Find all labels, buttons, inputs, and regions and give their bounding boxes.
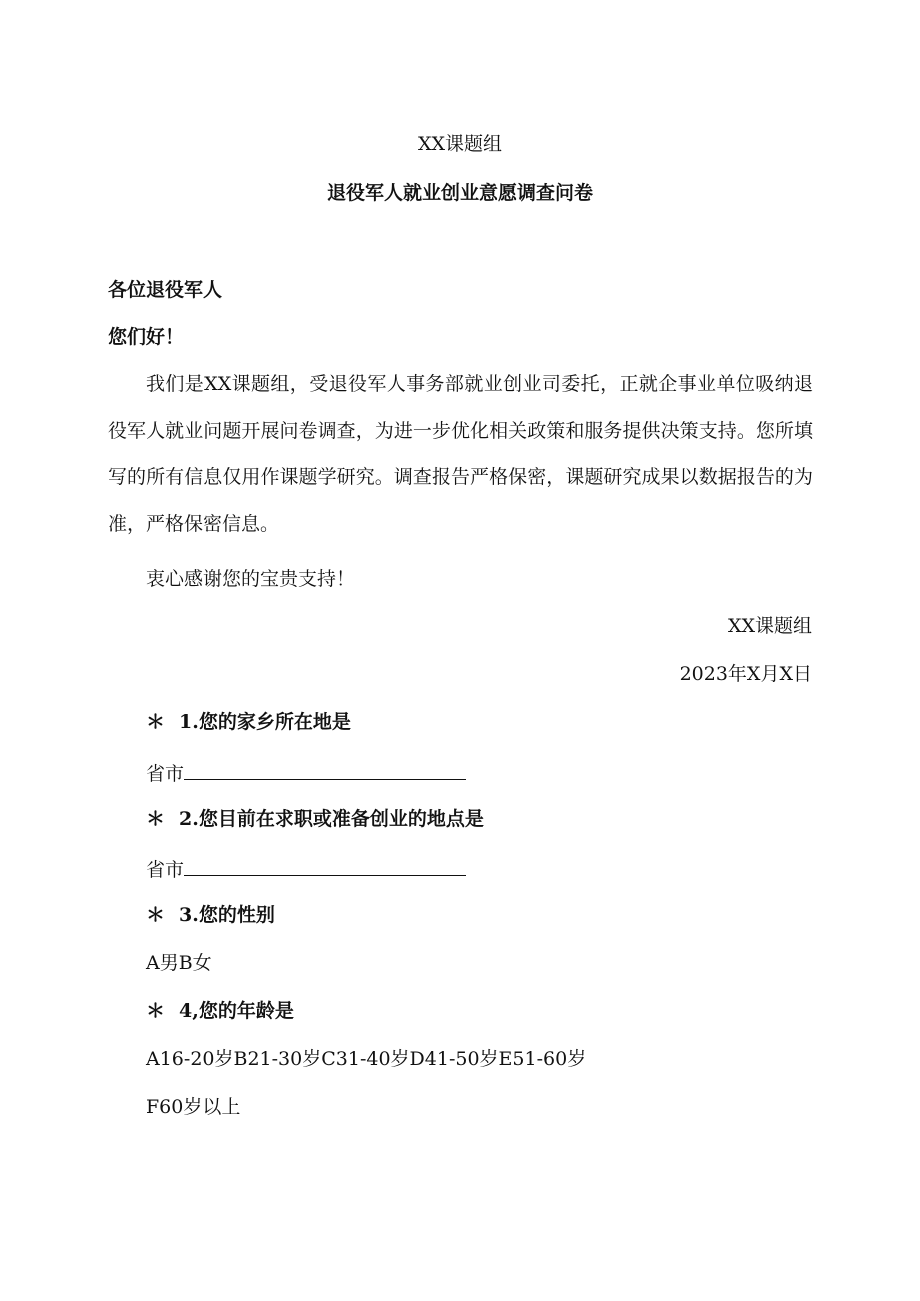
question-4-options-cont[interactable]: F60岁以上 <box>146 1096 241 1118</box>
answer-2-blank[interactable] <box>184 855 466 876</box>
answer-1 <box>146 759 466 786</box>
question-1-text: 1.您的家乡所在地是 <box>179 711 351 733</box>
salutation: 各位退役军人 <box>108 279 223 301</box>
question-3 <box>146 903 275 927</box>
required-marker: ＊ <box>146 711 166 733</box>
date: 2023年X月X日 <box>679 663 812 685</box>
group-heading: XX课题组 <box>417 133 503 155</box>
question-4 <box>146 999 294 1023</box>
answer-1-label: 省市 <box>146 763 185 785</box>
required-marker: ＊ <box>146 904 166 926</box>
question-3-options[interactable]: A男B女 <box>146 952 212 974</box>
required-marker: ＊ <box>146 808 166 830</box>
question-3-text: 3.您的性别 <box>179 904 275 926</box>
required-marker: ＊ <box>146 1000 166 1022</box>
signature: XX课题组 <box>727 615 812 637</box>
thanks-line: 衷心感谢您的宝贵支持！ <box>146 568 356 590</box>
answer-2-label: 省市 <box>146 859 185 881</box>
question-4-options[interactable]: A16-20岁B21-30岁C31-40岁D41-50岁E51-60岁 <box>146 1048 587 1070</box>
question-2-text: 2.您目前在求职或准备创业的地点是 <box>179 808 484 830</box>
question-1 <box>146 710 351 734</box>
answer-2 <box>146 855 466 882</box>
answer-1-blank[interactable] <box>184 759 466 780</box>
question-2 <box>146 807 484 831</box>
intro-paragraph: 我们是XX课题组，受退役军人事务部就业创业司委托，正就企事业单位吸纳退役军人就业问题开展问卷调查，为进一步优化相关政策和服务提供决策支持。您所填写的所有信息仅用作课题学研究。调查报告严格保密，课题研究成果以数据报告的为准，严格保密信息。 <box>108 373 813 535</box>
question-4-text: 4,您的年龄是 <box>179 1000 294 1022</box>
page-title: 退役军人就业创业意愿调查问卷 <box>326 182 593 204</box>
greeting: 您们好！ <box>108 326 185 348</box>
